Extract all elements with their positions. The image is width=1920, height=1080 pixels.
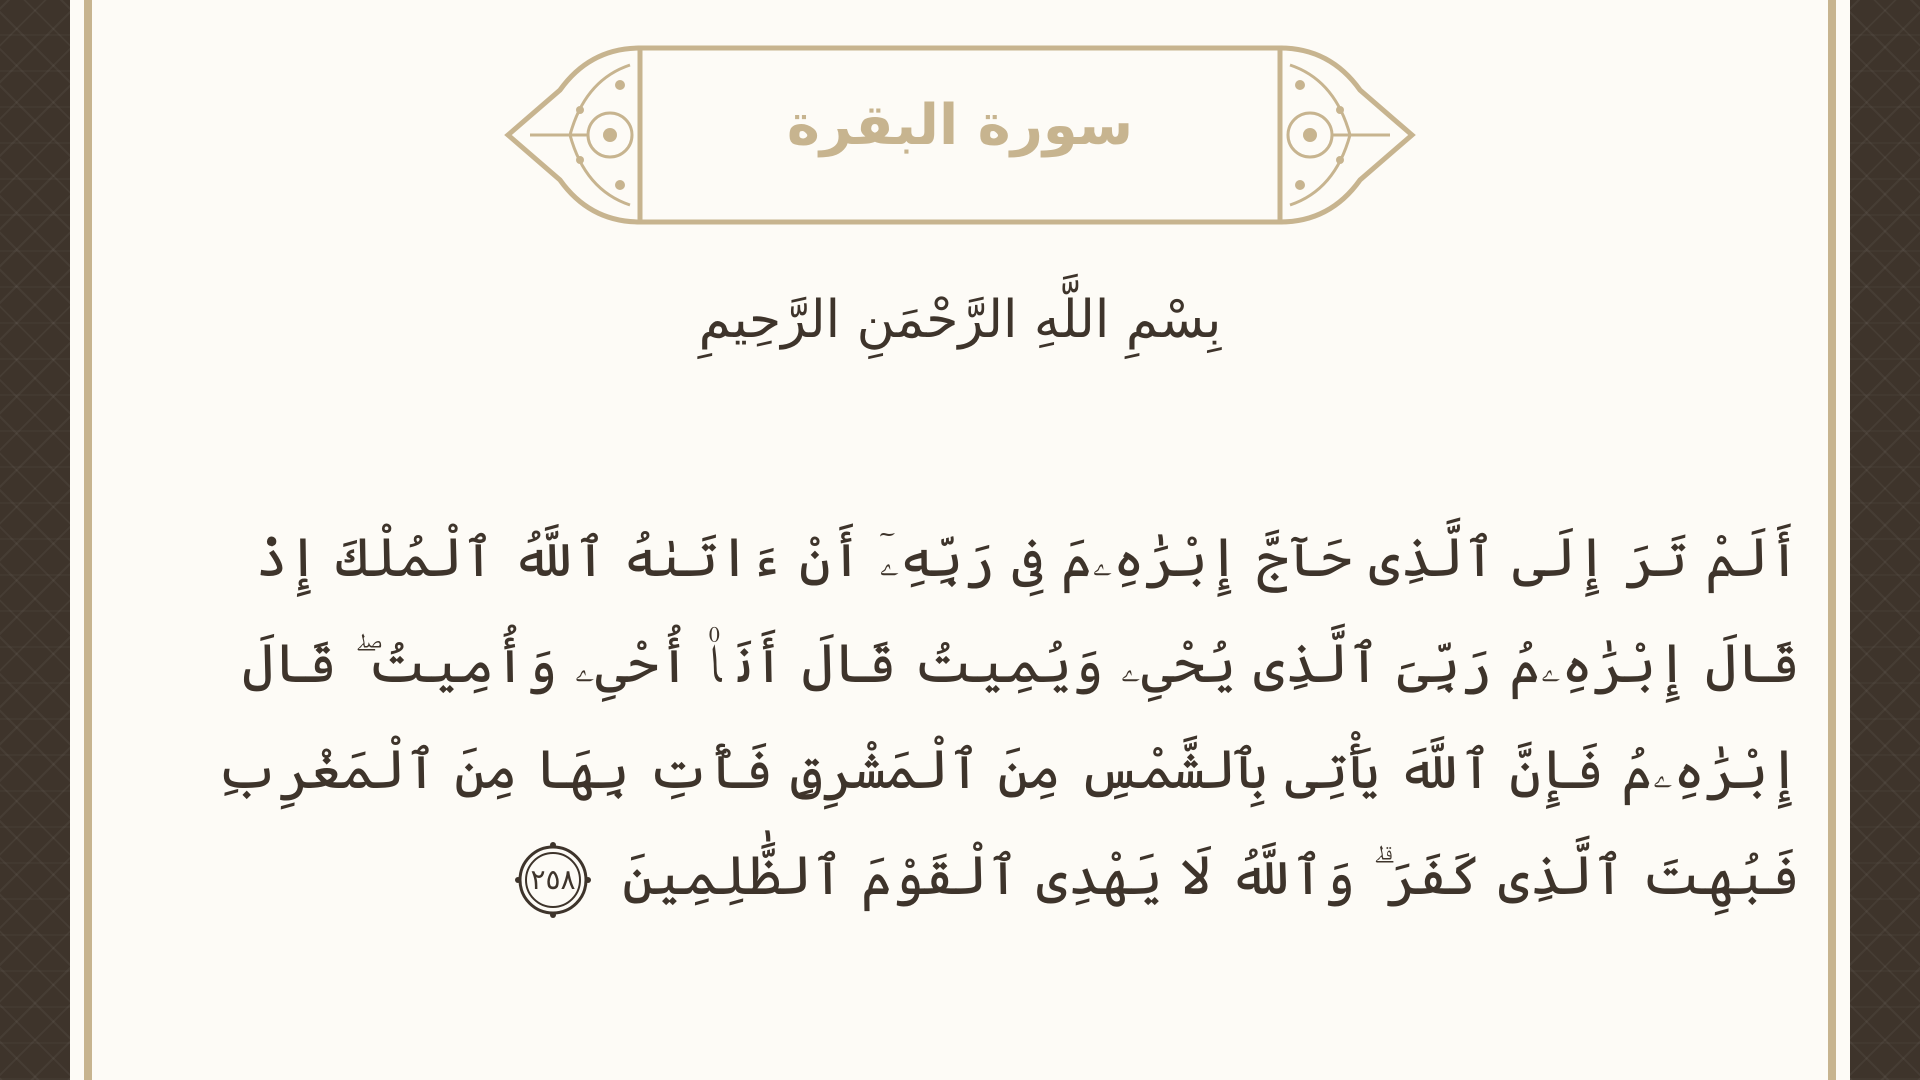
- ayah-number-marker: [515, 842, 591, 918]
- verse-text: أَلَمْ تَرَ إِلَى ٱلَّذِى حَآجَّ إِبْرَٰهِۦمَ فِى رَبِّهِۦٓ أَنْ ءَاتَىٰهُ ٱللَّهُ ٱلْمُلْكَ إِذْ قَالَ إِبْرَٰهِۦمُ رَبِّىَ ٱلَّذِى يُحْىِۦ وَيُمِيتُ قَالَ أَنَا۠ أُحْىِۦ وَأُمِيتُ ۖ قَالَ إِبْرَٰهِۦمُ فَإِنَّ ٱللَّهَ يَأْتِى بِٱلشَّمْسِ مِنَ ٱلْمَشْرِقِ فَأْتِ بِهَا مِنَ ٱلْمَغْرِبِ فَبُهِتَ ٱلَّذِى كَفَرَ ۗ وَٱللَّهُ لَا يَهْدِى ٱلْقَوْمَ ٱلظَّٰلِمِينَ: [215, 526, 1800, 907]
- surah-title-frame: [500, 40, 1420, 230]
- right-ornamental-border: [1850, 0, 1920, 1080]
- ayah-number: ٢٥٨: [530, 863, 576, 896]
- left-ornamental-border: [0, 0, 70, 1080]
- surah-title: سورة البقرة: [786, 93, 1134, 158]
- verse-text-block: [160, 505, 1800, 929]
- right-gold-rule: [1828, 0, 1836, 1080]
- left-gold-rule: [84, 0, 92, 1080]
- basmala: بِسْمِ اللَّهِ الرَّحْمَنِ الرَّحِيمِ: [698, 290, 1222, 350]
